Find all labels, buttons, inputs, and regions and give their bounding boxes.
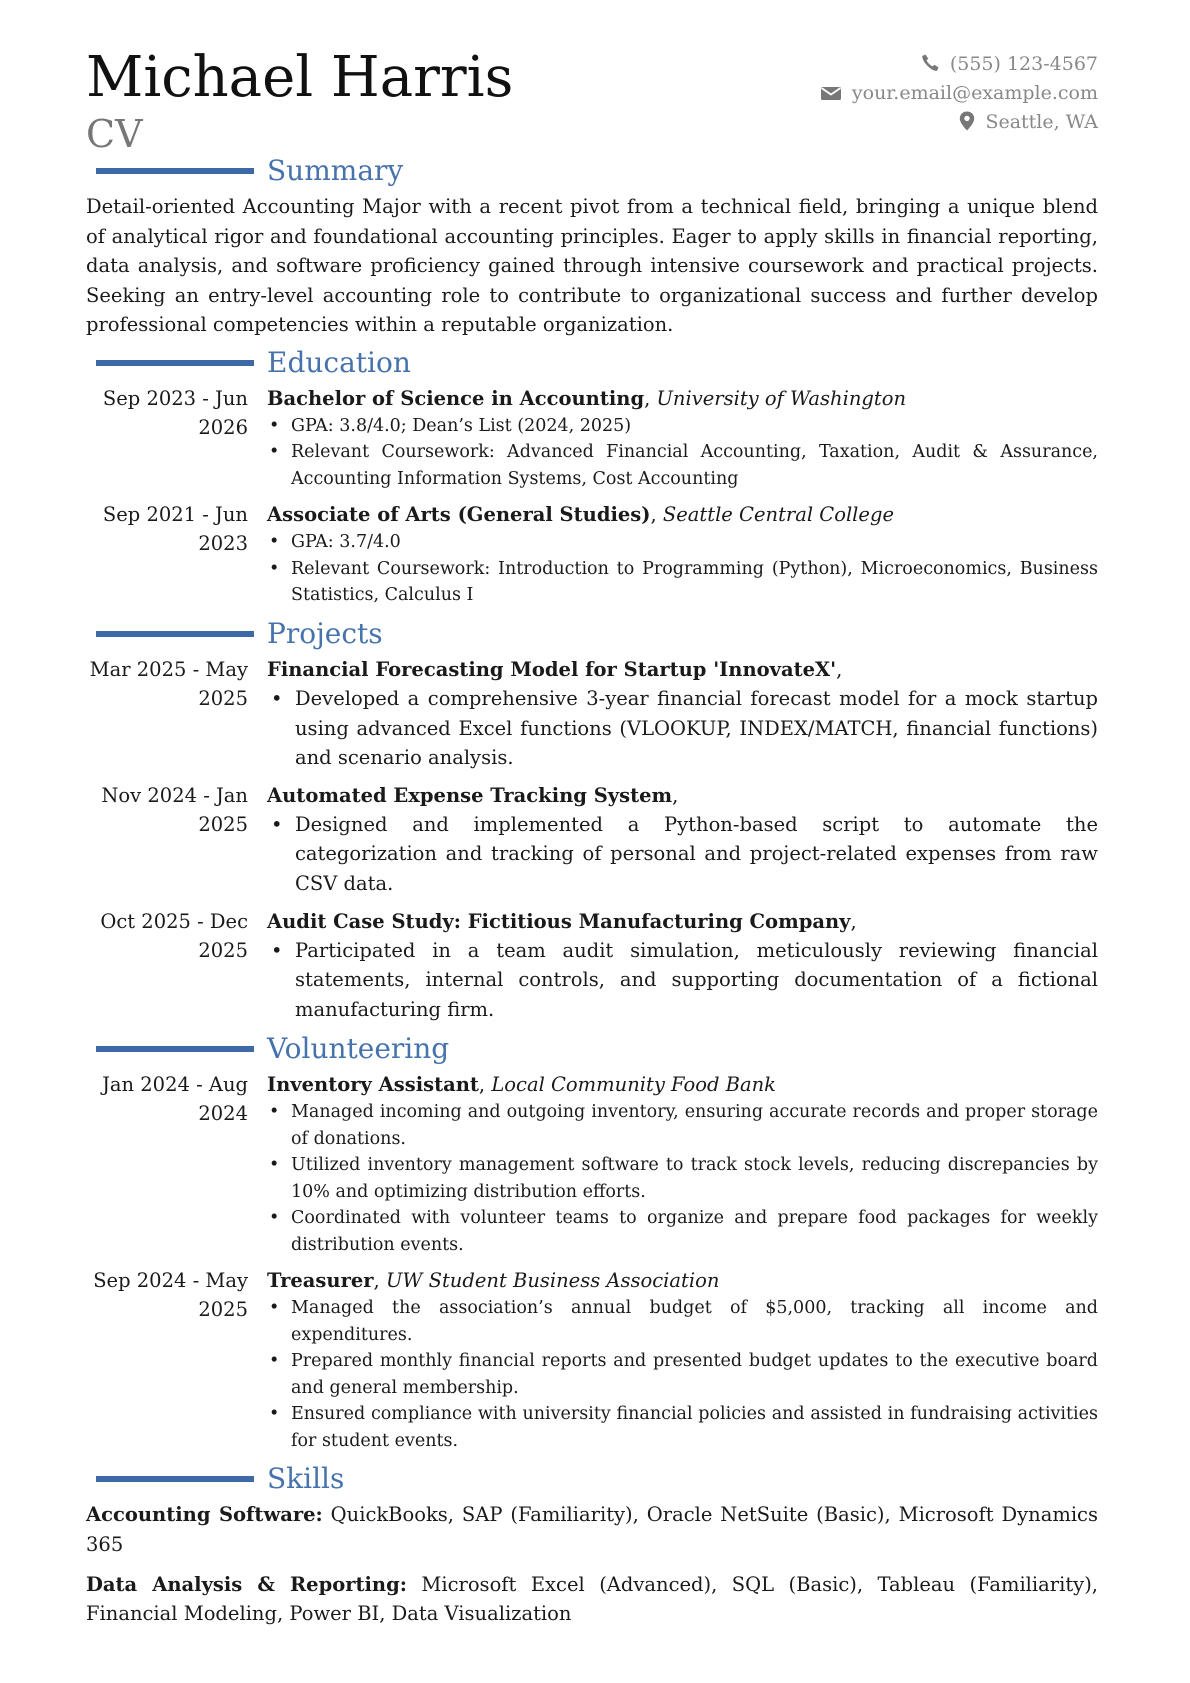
project-entry: [86, 907, 1098, 1025]
entry-title: Treasurer, UW Student Business Association: [267, 1269, 720, 1293]
section-rule: [96, 168, 254, 174]
entry-date: Oct 2025 - Dec 2025: [100, 909, 248, 962]
entry-title: Inventory Assistant, Local Community Food Bank: [267, 1073, 777, 1097]
entry-date: Mar 2025 - May 2025: [89, 657, 248, 710]
entry-date: Sep 2024 - May 2025: [93, 1269, 248, 1322]
entry-title: Audit Case Study: Fictitious Manufacturing Company,: [267, 909, 857, 933]
degree-name: Bachelor of Science in Accounting: [267, 386, 645, 410]
entry-items: [267, 810, 1098, 899]
section-rule: [96, 1476, 254, 1482]
list-item: • Relevant Coursework: Advanced Financial Accounting, Taxation, Audit & Assurance, Accounting Information Systems, Cost Accounting: [291, 439, 1098, 492]
education-entry: [86, 500, 1098, 609]
location-text: Seattle, WA: [985, 111, 1098, 133]
project-entry: [86, 781, 1098, 899]
summary-heading: [86, 154, 1098, 192]
volunteering-heading: [86, 1032, 1098, 1070]
entry-items: [267, 529, 1098, 609]
person-name: Michael Harris: [86, 45, 514, 110]
organization-name: Local Community Food Bank: [491, 1073, 777, 1097]
list-item: • GPA: 3.8/4.0; Dean’s List (2024, 2025): [291, 413, 1098, 440]
list-item: • Prepared monthly financial reports and presented budget updates to the executive board and general membership.: [291, 1348, 1098, 1401]
organization-name: UW Student Business Association: [385, 1269, 720, 1293]
list-item: • Coordinated with volunteer teams to organize and prepare food packages for weekly distribution events.: [291, 1205, 1098, 1258]
section-rule: [96, 631, 254, 637]
entry-items: [267, 936, 1098, 1025]
project-name: Financial Forecasting Model for Startup 'InnovateX': [267, 657, 837, 681]
entry-title: Bachelor of Science in Accounting, University of Washington: [267, 386, 907, 410]
envelope-icon: [820, 84, 842, 102]
volunteering-entry: [86, 1070, 1098, 1258]
list-item: • Managed incoming and outgoing inventory, ensuring accurate records and proper storage of donations.: [291, 1099, 1098, 1152]
phone-text[interactable]: (555) 123-4567: [949, 53, 1098, 75]
education-heading: [86, 346, 1098, 384]
section-title: Summary: [267, 154, 404, 187]
list-item: • Managed the association’s annual budget of $5,000, tracking all income and expenditures.: [291, 1295, 1098, 1348]
entry-items: [267, 1295, 1098, 1454]
skill-label: Data Analysis & Reporting:: [86, 1572, 407, 1596]
list-item: • Developed a comprehensive 3-year financial forecast model for a mock startup using advanced Excel functions (VLOOKUP, INDEX/MATCH, financial functions) and scenario analysis.: [291, 684, 1098, 773]
entry-date: Nov 2024 - Jan 2025: [101, 783, 248, 836]
entry-items: [267, 413, 1098, 493]
skills-heading: [86, 1462, 1098, 1500]
entry-date: Sep 2023 - Jun 2026: [102, 386, 248, 439]
entry-title: Financial Forecasting Model for Startup 'InnovateX',: [267, 657, 843, 681]
entry-date: Sep 2021 - Jun 2023: [102, 503, 248, 556]
section-title: Education: [267, 345, 411, 379]
list-item: • Relevant Coursework: Introduction to Programming (Python), Microeconomics, Business Statistics, Calculus I: [291, 556, 1098, 609]
contact-phone: [820, 50, 1098, 79]
contact-email: [820, 79, 1098, 108]
list-item: • Ensured compliance with university financial policies and assisted in fundraising activities for student events.: [291, 1401, 1098, 1454]
project-name: Audit Case Study: Fictitious Manufacturing Company: [267, 909, 851, 933]
map-marker-icon: [959, 111, 975, 131]
cv-page: [86, 40, 1098, 1639]
section-rule: [96, 360, 254, 366]
summary-text: Detail-oriented Accounting Major with a recent pivot from a technical field, bringing a unique blend of analytical rigor and foundational accounting principles. Eager to apply skills in financial reporting, data analysis, and software proficiency gained through intensive coursework and practical projects. Seeking an entry-level accounting role to contribute to organizational success and further develop professional competencies within a reputable organization.: [86, 195, 1098, 337]
list-item: • Utilized inventory management software to track stock levels, reducing discrepancies by 10% and optimizing distribution efforts.: [291, 1152, 1098, 1205]
role-name: Inventory Assistant: [267, 1073, 479, 1097]
skill-value: Microsoft Excel (Advanced), SQL (Basic), Tableau (Familiarity), Financial Modeling, Power BI, Data Visualization: [86, 1572, 1098, 1626]
entry-items: [267, 684, 1098, 773]
list-item: • Designed and implemented a Python-based script to automate the categorization and tracking of personal and project-related expenses from raw CSV data.: [291, 810, 1098, 899]
entry-items: [267, 1099, 1098, 1258]
contact-info: [820, 50, 1098, 137]
project-entry: [86, 655, 1098, 773]
contact-location: [820, 108, 1098, 137]
degree-name: Associate of Arts (General Studies): [267, 503, 651, 527]
institution-name: Seattle Central College: [662, 503, 894, 527]
document-subtitle: CV: [86, 112, 143, 156]
phone-icon: [920, 53, 940, 73]
projects-heading: [86, 617, 1098, 655]
skill-value: QuickBooks, SAP (Familiarity), Oracle NetSuite (Basic), Microsoft Dynamics 365: [86, 1503, 1098, 1556]
section-title: Skills: [267, 1462, 345, 1496]
project-name: Automated Expense Tracking System: [267, 783, 673, 807]
entry-date: Jan 2024 - Aug 2024: [102, 1073, 248, 1126]
volunteering-entry: [86, 1266, 1098, 1454]
section-title: Volunteering: [267, 1032, 450, 1066]
entry-title: Associate of Arts (General Studies), Seattle Central College: [267, 503, 894, 527]
skill-label: Accounting Software:: [86, 1503, 323, 1527]
education-entry: [86, 384, 1098, 493]
list-item: • Participated in a team audit simulation, meticulously reviewing financial statements, internal controls, and supporting documentation of a fictional manufacturing firm.: [291, 936, 1098, 1025]
list-item: • GPA: 3.7/4.0: [291, 529, 1098, 556]
skill-group: [86, 1570, 1098, 1629]
cv-header: [86, 40, 1098, 156]
section-title: Projects: [267, 616, 383, 650]
email-link[interactable]: your.email@example.com: [851, 82, 1098, 104]
skill-group: [86, 1500, 1098, 1559]
role-name: Treasurer: [267, 1269, 374, 1293]
section-rule: [96, 1046, 254, 1052]
entry-title: Automated Expense Tracking System,: [267, 783, 679, 807]
institution-name: University of Washington: [656, 386, 907, 410]
